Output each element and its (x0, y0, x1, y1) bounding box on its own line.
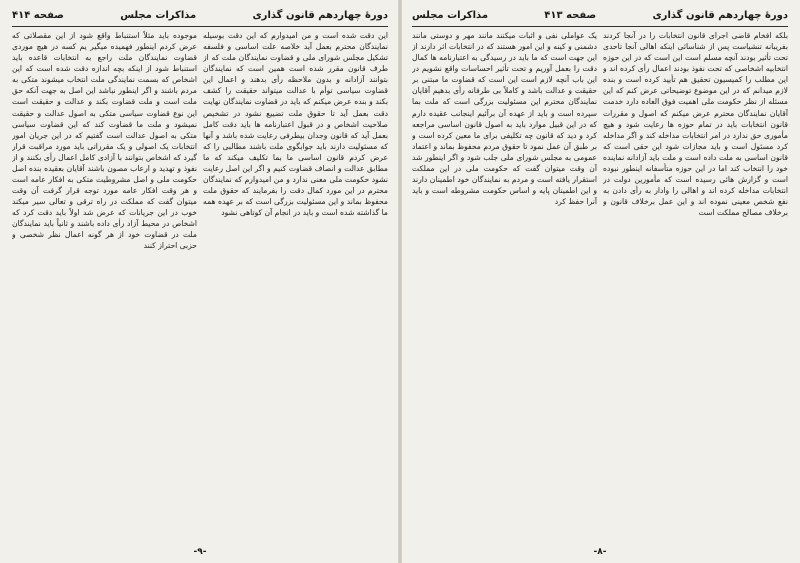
left-header-journal: مذاکرات مجلس (120, 9, 197, 21)
left-page-column-right (203, 30, 388, 535)
right-header-journal: مذاکرات مجلس (412, 9, 489, 21)
right-column-left-text: یک عواملی نفی و اثبات میکنند مانند مهر و دوستی مانند دشمنی و کینه و این امور هستند که در انتخابات اثر دارند از این جهت است که ما باید در رسیدگی به اعتبارنامه ها کمال دقت را بعمل آوریم و تحت تأثیر احساسات واقع نشویم در این باب آنچه لازم است این است که قضاوت ما مبتنی بر حقیقت و عدالت باشد و کاملاً بی طرفانه رأی بدهیم آقایان نمایندگان محترم این مسئولیت بزرگی است که ملت بما سپرده است و باید از عهده آن برآئیم اینجانب عقیده دارم که در این قبیل موارد باید به اصول قانون اساسی مراجعه کرد و دید که قانون چه تکلیفی برای ما معین کرده است و بر طبق آن عمل نمود تا حقوق مردم محفوظ بماند و اعتماد عمومی به مجلس شورای ملی جلب شود و اگر اینطور شد آن وقت میتوان گفت که حکومت ملی در این مملکت استقرار یافته است و مردم به نمایندگان خود اطمینان دارند و این اطمینان پایه و اساس حکومت مشروطه است و باید آنرا حفظ کرد (412, 31, 597, 207)
left-header-session: دورهٔ چهاردهم قانون گذاری (252, 9, 388, 21)
left-header-rule (12, 26, 388, 27)
left-column-right-text: این دقت شده است و من امیدوارم که این دقت بوسیله نمایندگان محترم بعمل آید خلاصه علت اساسی و فلسفه تشکیل مجلس شورای ملی و قضاوت نمایندگان ملت که از طرف قانون مقرر شده است همین است که نمایندگان بتوانند آزادانه و بدون ملاحظه رأی بدهند و اعمال این قضاوت سیاسی توأم با عدالت میتواند حقیقت را کشف بکند و بنده عرض میکنم که باید در قضاوت نمایندگان نهایت دقت بعمل آید تا حقوق ملت تضییع نشود در تشخیص صلاحیت اشخاص و در قبول اعتبارنامه ها باید دقت کامل بعمل آید که قانون وجدان بیطرفی رعایت شده باشد و آنها که مسئولیت دارند باید جوابگوی ملت باشند مطالبی را که عرض کردم قانون اساسی ما بما تکلیف میکند که ما مطابق عدالت و انصاف قضاوت کنیم و اگر این اصل رعایت نشود حکومت ملی معنی ندارد و من امیدوارم که نمایندگان محترم در این مورد کمال دقت را بفرمایند که حقوق ملت محفوظ بماند و این مسئولیت بزرگی است که بر عهده همه ما گذاشته شده است و باید در انجام آن کوتاهی نشود (203, 31, 388, 218)
right-column-right-text: بلکه افخام قاضی اجرای قانون انتخابات را در آنجا کردند بفریبانه تنشیاست پس از شناسائی اینکه اهالی آنجا تاحدی تحت تأثیر بودند آنچه مسلم است این است که در این حوزه انتخابیه اشخاصی که تحت نفوذ بودند اعمال رأی کرده اند و این مطلب را کمیسیون تحقیق هم تأیید کرده است و بنده لازم میدانم که در این موضوع توضیحاتی عرض کنم که این مسئله از نظر حکومت ملی اهمیت فوق العاده دارد خدمت آقایان نمایندگان محترم عرض میکنم که اصول و مقررات قانون انتخابات باید در تمام حوزه ها رعایت شود و هیچ مأموری حق ندارد در امر انتخابات مداخله کند و اگر مداخله کرد مسئول است و باید مجازات شود این حقی است که قانون اساسی به ملت داده است و ملت باید آزادانه نماینده خود را انتخاب کند اما در این حوزه متأسفانه اینطور نبوده است و گزارش هائی رسیده است که مأمورین دولت در انتخابات مداخله کرده اند و اهالی را وادار به رأی دادن به نفع شخص معینی نموده اند و این عمل برخلاف قانون و برخلاف مصالح مملکت است (603, 31, 788, 218)
left-page-footer: -۹- (193, 547, 207, 557)
left-header-page-number: صفحه ۴۱۴ (12, 9, 64, 21)
right-header-rule (412, 26, 788, 27)
left-page-columns (12, 30, 388, 535)
right-header-session: دورهٔ چهاردهم قانون گذاری (652, 9, 788, 21)
left-page-header (12, 6, 388, 24)
right-page (400, 0, 800, 563)
left-page-column-left (12, 30, 197, 535)
right-page-header (412, 6, 788, 24)
left-column-left-text: موجوده باید مثلاً استنباط واقع شود از این مقصلاتی که عرض کردم اینطور فهمیده میگیر یم کسه در هیچ موردی قضاوت نمایندگان ملت راجع به انتخابات قاعده باید استنباط شود از اینکه بچه اندازه دقت شده است که این اشخاص که بسمت نمایندگی ملت انتخاب میشوند متکی به مردم باشند و اگر اینطور نباشد این اصل به جهت آنکه حق ملت است و ملت قضاوت بکند و عدالت و حقیقت است این نوع قضاوت سیاسی متکی به اصول عدالت و حقیقت نمیشود و ملت ما قضاوت کند که این قضاوت سیاسی متکی به اصول عدالت است گفتیم که در این جریان امور انتخابات یک اصولی و یک مقرراتی باید مورد مراقبت قرار گیرد که اشخاص بتوانند با آزادی کامل اعمال رأی بکنند و از نفوذ و تهدید و ارعاب مصون باشند آقایان بعقیده بنده اصل حکومت ملی و اصل مشروطیت متکی به افکار عامه است و هر وقت افکار عامه مورد توجه قرار گرفت آن وقت میتوان گفت که مملکت در راه ترقی و تعالی سیر میکند خوب در این جریانات که عرض شد اولاً باید دقت کرد که اشخاص در محیط آزاد رأی داده باشند و ثانیاً باید نمایندگان ملت در قضاوت خود از هر گونه اعمال نظر شخصی و حزبی احتراز کنند (12, 31, 197, 251)
right-header-page-number: صفحه ۴۱۳ (544, 9, 597, 21)
right-page-columns (412, 30, 788, 535)
right-page-column-right (603, 30, 788, 535)
right-page-column-left (412, 30, 597, 535)
right-page-footer: -۸- (593, 547, 607, 557)
